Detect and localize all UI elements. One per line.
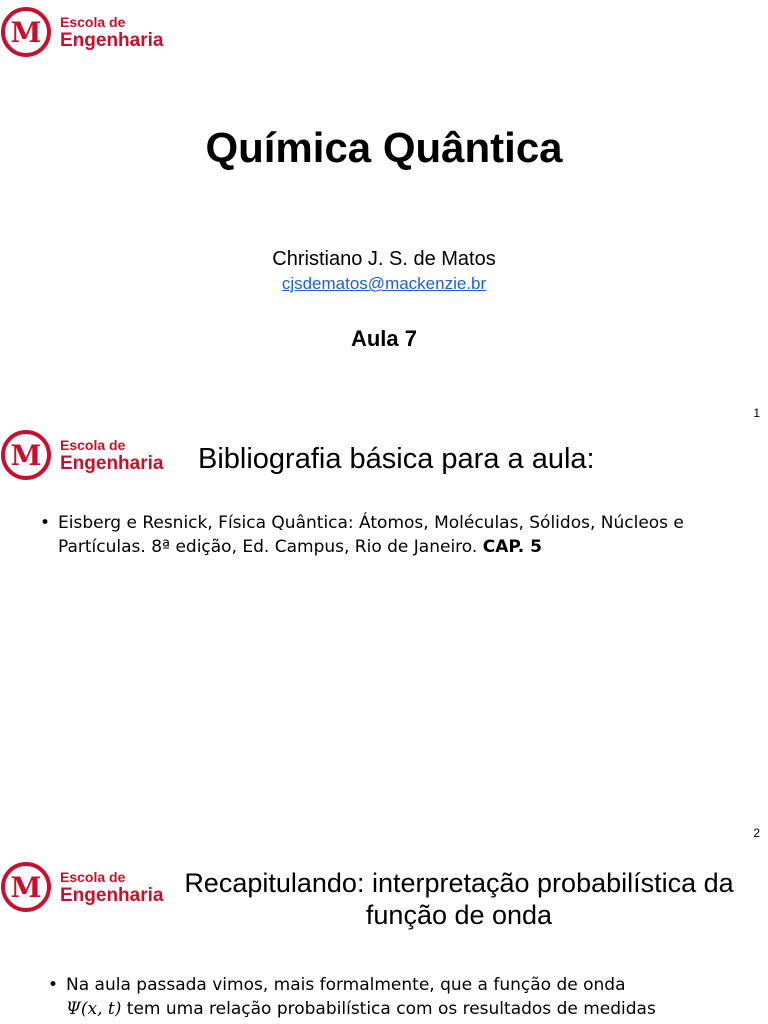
- logo-line-2: Engenharia: [60, 29, 164, 51]
- mackenzie-m-icon: [0, 861, 52, 913]
- page-number: 1: [753, 406, 760, 420]
- page-number: 2: [753, 826, 760, 840]
- recap-text-line-1: Na aula passada vimos, mais formalmente, que a função de onda: [66, 975, 626, 995]
- bibliography-text: Eisberg e Resnick, Física Quântica: Átomos, Moléculas, Sólidos, Núcleos e Partículas. 8ª edição, Ed. Campus, Rio de Janeiro.: [58, 513, 684, 557]
- logo-text: [60, 15, 163, 50]
- slide-title: Química Quântica: [205, 124, 563, 171]
- school-logo: [0, 429, 163, 481]
- list-item: [40, 511, 740, 559]
- school-logo: [0, 6, 163, 58]
- svg-text:M: M: [10, 16, 42, 49]
- logo-line-1: Escola de: [60, 436, 126, 453]
- logo-text: [60, 870, 163, 905]
- logo-text: [60, 438, 163, 473]
- svg-text:M: M: [10, 871, 42, 904]
- author-name: Christiano J. S. de Matos: [272, 248, 496, 270]
- bibliography-list: [40, 511, 740, 559]
- slide-3: [0, 835, 768, 1024]
- slide-title: Bibliografia básica para a aula:: [198, 443, 595, 475]
- logo-line-2: Engenharia: [60, 452, 164, 474]
- svg-text:M: M: [10, 439, 42, 472]
- recap-list: [48, 973, 738, 1021]
- slide-title: Recapitulando: interpretação probabilística da função de onda: [184, 868, 734, 930]
- wavefunction-symbol: Ψ(x, t): [66, 999, 122, 1019]
- logo-line-1: Escola de: [60, 13, 126, 30]
- logo-line-1: Escola de: [60, 868, 126, 885]
- lesson-number: Aula 7: [350, 326, 418, 351]
- mackenzie-m-icon: [0, 6, 52, 58]
- slide-2: [0, 415, 768, 840]
- logo-line-2: Engenharia: [60, 884, 164, 906]
- mackenzie-m-icon: [0, 429, 52, 481]
- school-logo: [0, 861, 163, 913]
- recap-text-line-2: tem uma relação probabilística com os resultados de medidas: [121, 999, 656, 1019]
- author-email-link[interactable]: cjsdematos@mackenzie.br: [281, 274, 487, 293]
- chapter-reference: CAP. 5: [482, 537, 542, 557]
- list-item: [48, 973, 738, 1021]
- slide-1: [0, 0, 768, 420]
